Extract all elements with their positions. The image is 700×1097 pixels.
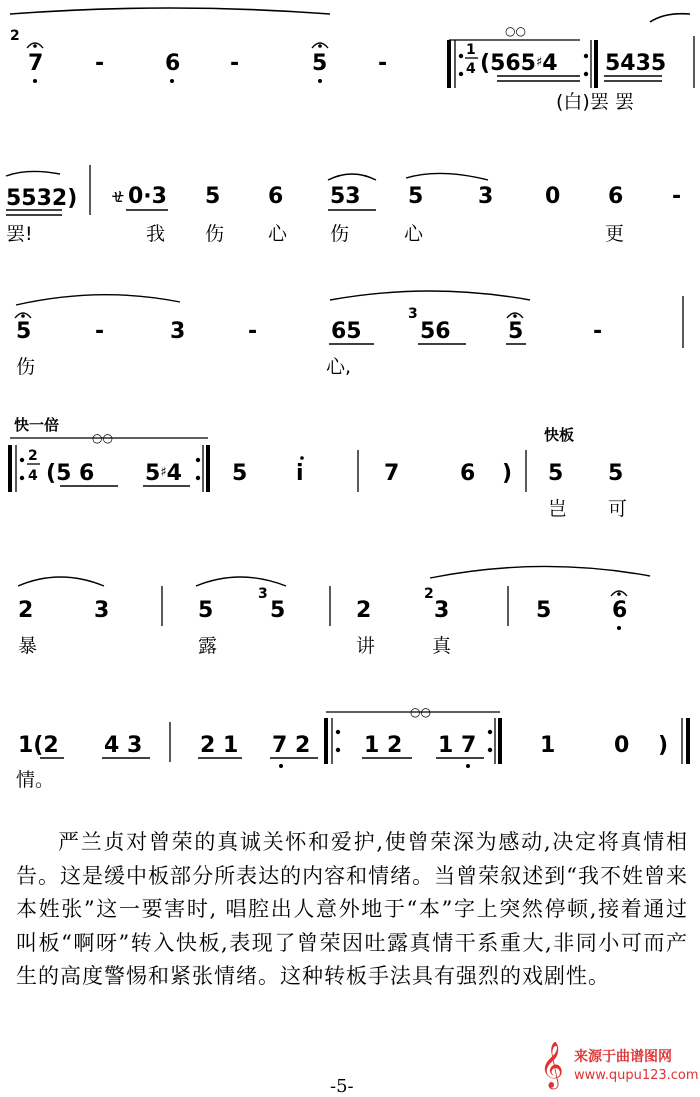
lyric: (白)罢 罢 bbox=[556, 91, 634, 113]
meter-top: 1 bbox=[466, 42, 476, 58]
commentary-paragraph bbox=[16, 826, 688, 994]
watermark-line2: www.qupu123.com bbox=[574, 1068, 699, 1083]
note: 65 bbox=[331, 319, 362, 344]
note: - bbox=[672, 184, 682, 209]
note: 3 bbox=[94, 598, 110, 623]
lyric: 罢! bbox=[6, 223, 33, 245]
lyric: 心 bbox=[404, 223, 424, 245]
repeat-marker: ○○ bbox=[92, 431, 113, 445]
watermark-line1: 来源于曲谱图网 bbox=[574, 1049, 672, 1065]
note: 5 bbox=[548, 461, 564, 486]
meter-bottom: 4 bbox=[28, 468, 38, 484]
lyric: 真 bbox=[432, 635, 452, 657]
grace-note: 3 bbox=[258, 586, 268, 602]
lyric: 伤 bbox=[16, 356, 36, 378]
note: - bbox=[230, 51, 240, 76]
lyric: 情。 bbox=[16, 769, 55, 791]
note: 2 bbox=[356, 598, 372, 623]
note: 5 bbox=[408, 184, 424, 209]
note: 5 bbox=[608, 461, 624, 486]
note: - bbox=[95, 51, 105, 76]
note: - bbox=[378, 51, 388, 76]
note: 2 bbox=[18, 598, 34, 623]
score-row-6 bbox=[16, 705, 688, 791]
note: 6 bbox=[608, 184, 624, 209]
grace-note: 2 bbox=[424, 586, 434, 602]
meter-top: 2 bbox=[28, 448, 38, 464]
lyric: 暴 bbox=[18, 635, 38, 657]
note: 0·3 bbox=[128, 184, 167, 209]
meter-bottom: 4 bbox=[466, 61, 476, 77]
lyric: 伤 bbox=[330, 223, 350, 245]
note: 3 bbox=[478, 184, 494, 209]
note: 6 bbox=[460, 461, 476, 486]
score-row-2 bbox=[6, 165, 681, 245]
note: 5 bbox=[508, 319, 524, 344]
note: i bbox=[296, 461, 304, 486]
tempo-mark: 快一倍 bbox=[14, 416, 60, 434]
note: 5 bbox=[536, 598, 552, 623]
note-group: 7 2 bbox=[272, 733, 311, 758]
score-row-1 bbox=[10, 8, 694, 113]
note: 53 bbox=[330, 184, 361, 209]
note: 0 bbox=[545, 184, 561, 209]
note: 1 bbox=[540, 733, 556, 758]
note: 5 bbox=[312, 51, 328, 76]
score-row-4 bbox=[10, 416, 627, 520]
note-group: 5435 bbox=[605, 51, 667, 76]
note: 5 bbox=[232, 461, 248, 486]
note: 6 bbox=[165, 51, 181, 76]
note: 0 bbox=[614, 733, 630, 758]
note: 5 bbox=[198, 598, 214, 623]
note: - bbox=[95, 319, 105, 344]
note: 6 bbox=[612, 598, 628, 623]
note: ) bbox=[658, 733, 669, 758]
repeat-marker: ○○ bbox=[505, 24, 526, 38]
lyric: 更 bbox=[605, 223, 625, 245]
note-group: 1 2 bbox=[364, 733, 403, 758]
note: - bbox=[248, 319, 258, 344]
free-meter-mark: ㄝ bbox=[110, 187, 127, 206]
grace-note: 3 bbox=[408, 306, 418, 322]
note: 7 bbox=[28, 51, 44, 76]
lyric: 心, bbox=[326, 356, 352, 378]
treble-clef-icon: 𝄞 bbox=[540, 1042, 564, 1088]
note-group: 4 3 bbox=[104, 733, 143, 758]
note: 3 bbox=[170, 319, 186, 344]
lyric: 伤 bbox=[205, 223, 225, 245]
lyric: 讲 bbox=[356, 635, 376, 657]
note: 6 bbox=[268, 184, 284, 209]
repeat-marker: ○○ bbox=[410, 705, 431, 719]
bracket-note-group: (565♯4 bbox=[480, 51, 558, 76]
note-group: 2 1 bbox=[200, 733, 239, 758]
tempo-mark: 快板 bbox=[544, 426, 575, 444]
note-group: 1(2 bbox=[18, 733, 59, 758]
note: 5 bbox=[270, 598, 286, 623]
watermark bbox=[540, 1040, 700, 1096]
lyric: 岂 bbox=[548, 498, 568, 520]
paragraph-text: 严兰贞对曾荣的真诚关怀和爱护,使曾荣深为感动,决定将真情相告。这是缓中板部分所表达的内容和情绪。当曾荣叙述到“我不姓曾来本姓张”这一要害时, 唱腔出人意外地于“本”字上突然停顿,接着通过叫板“啊呀”转入快板,表现了曾荣因吐露真情干系重大,非同小可而产生的高度警惕和紧张情绪。这种转板手法具有强烈的戏剧性。 bbox=[16, 830, 688, 989]
note-group: 5532) bbox=[6, 186, 78, 211]
note: 5 bbox=[205, 184, 221, 209]
note-group: 1 7 bbox=[438, 733, 477, 758]
page-number: -5- bbox=[330, 1076, 354, 1097]
note: 56 bbox=[420, 319, 451, 344]
grace-note: 2 bbox=[10, 28, 20, 44]
lyric: 心 bbox=[268, 223, 288, 245]
lyric: 露 bbox=[198, 635, 218, 657]
lyric: 可 bbox=[608, 498, 628, 520]
score-row-3 bbox=[15, 291, 683, 378]
score-row-5 bbox=[18, 566, 650, 657]
note: 3 bbox=[434, 598, 450, 623]
note: - bbox=[593, 319, 603, 344]
lyric: 我 bbox=[146, 223, 166, 245]
bracket-note-group: (5 6 bbox=[46, 461, 95, 486]
note: ) bbox=[502, 461, 513, 486]
note: 7 bbox=[384, 461, 400, 486]
note: 5 bbox=[16, 319, 32, 344]
note-group: 5♯4 bbox=[145, 461, 182, 486]
